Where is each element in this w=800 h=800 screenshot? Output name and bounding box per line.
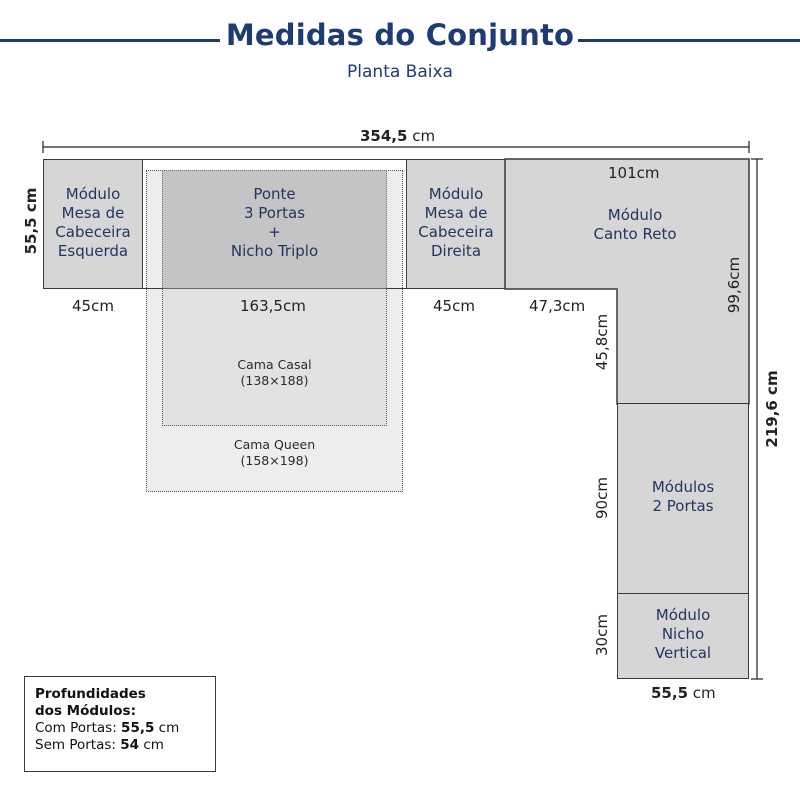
label-duas-portas: Módulos 2 Portas — [651, 478, 715, 515]
dim-mesa-esq-width: 45cm — [72, 297, 114, 315]
note-com-portas-value: 55,5 — [121, 720, 155, 736]
label-nicho-vertical: Módulo Nicho Vertical — [654, 606, 712, 662]
label-ponte: Ponte 3 Portas + Nicho Triplo — [230, 185, 319, 260]
dim-left-depth: 55,5 cm — [22, 187, 40, 255]
dim-ponte-width: 163,5cm — [240, 297, 306, 315]
note-com-portas-unit: cm — [154, 720, 180, 736]
dim-canto-top: 101cm — [608, 164, 660, 182]
dim-total-width-unit: cm — [407, 127, 436, 145]
note-sem-portas-label: Sem Portas: — [35, 737, 121, 753]
note-sem-portas-unit: cm — [139, 737, 164, 753]
label-canto-reto: Módulo Canto Reto — [593, 206, 677, 243]
dim-bottom-width — [651, 684, 716, 702]
label-mesa-esquerda: Módulo Mesa de Cabeceira Esquerda — [55, 185, 131, 260]
dim-inner-width: 47,3cm — [529, 297, 586, 315]
dim-bottom-width-value: 55,5 — [651, 684, 689, 702]
note-heading-2: dos Módulos: — [35, 703, 136, 719]
dim-right-height: 219,6 cm — [763, 370, 781, 448]
label-cama-queen: Cama Queen (158×198) — [233, 437, 316, 468]
note-heading-1: Profundidades — [35, 686, 146, 702]
page-subtitle: Planta Baixa — [347, 62, 453, 82]
note-sem-portas-value: 54 — [120, 737, 140, 753]
label-mesa-direita: Módulo Mesa de Cabeceira Direita — [418, 185, 494, 260]
dim-bottom-width-unit: cm — [688, 684, 716, 702]
note-com-portas — [35, 720, 215, 737]
page-title: Medidas do Conjunto — [225, 18, 575, 52]
dim-total-width — [360, 127, 435, 145]
label-cama-casal: Cama Casal (138×188) — [237, 357, 312, 388]
dim-total-width-value: 354,5 — [360, 127, 408, 145]
note-com-portas-label: Com Portas: — [35, 720, 122, 736]
dim-canto-side: 99,6cm — [725, 256, 743, 314]
note-sem-portas — [35, 737, 215, 754]
dim-mesa-dir-width: 45cm — [433, 297, 475, 315]
dim-duas-portas-height: 90cm — [593, 477, 611, 519]
dim-inner-height: 45,8cm — [593, 313, 611, 371]
dim-nicho-height: 30cm — [593, 614, 611, 656]
depth-note — [24, 676, 216, 772]
